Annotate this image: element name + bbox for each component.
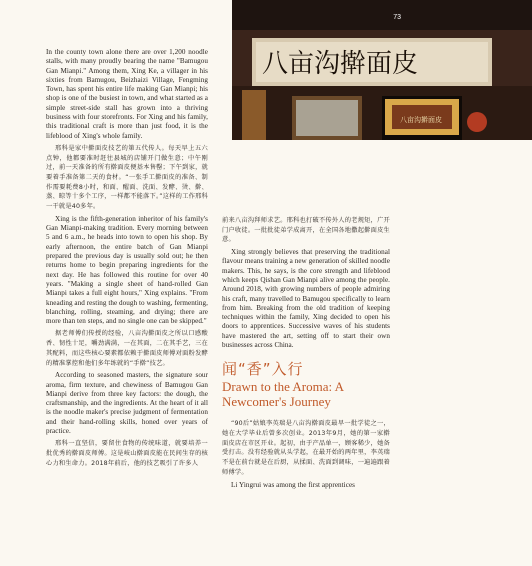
- section-heading-zh: 闻“香”入行: [222, 360, 304, 379]
- section-heading-en: Drawn to the Aroma: A Newcomer's Journey: [222, 379, 344, 410]
- paragraph-zh-2: 据老师傅们传授的经验，八亩沟擀面皮之所以口感酸香、韧性十足，嚼劲满满，一在其面，二在其手艺，三在其配料，而这些核心要素都依赖于擀面皮师傅对面粉发酵的精准掌控和他们多年练就的“手擀”技艺。: [46, 330, 208, 367]
- paragraph-zh-5: “90后”姑娘李英瑞是八亩沟擀面皮最早一批学徒之一，她在大学毕业后曾多次创业。2013年9月，她的第一家擀面皮店在市区开业。起初，由于产品单一，顾客稀少，她备受打击。没有经验就从头学起，在最开始的两年里，李英瑞不是在前台就是在后厨，从揉面、洗面到调味，一遍遍跟着师傅学。: [222, 420, 390, 476]
- paragraph-en-5: Li Yingrui was among the first apprentices: [231, 480, 355, 489]
- right-column: [222, 216, 390, 490]
- paragraph-zh-3: 邢科一直坚信，要留住食物的传统味道，就要培养一批优秀的擀面皮师傅。这是岐山擀面皮能在民间生存的核心力和生命力。2018年前后，他的技艺吸引了许多人: [46, 440, 208, 467]
- left-column: [46, 48, 208, 468]
- paragraph-en-2: Xing is the fifth-generation inheritor of his family's Gan Mianpi-making tradition. Every morning between 5 and 6 a.m., he heads into town to open his shop. By early afternoon, the entire batch of Gan Mianpi prepared the previous day is usually sold out; he then returns home to begin preparing ingredients for the next day. He has followed this routine for over 40 years. "Making a single sheet of hand-rolled Gan Mianpi takes a full eight hours," Xing explains. "From kneading and resting the dough to washing, fermenting, blanching, rolling, steaming, and drying; there are more than ten steps, and no single one can be skipped.": [46, 214, 208, 326]
- paragraph-en-1: In the county town alone there are over 1,200 noodle stalls, with many proudly bearing the name "Bamugou Gan Mianpi." Among them, Xing Ke, a villager in his sixties from Bamugou, Beizhaizi Village, Fengming Town, has spent his entire life making Gan Mianpi; his shop is one of the busiest in town, and what started as a simple street-side stall has grown into a thriving business with four storefronts. For Xing and his family, this traditional craft is more than just food, it is the lifeblood of Xing's whole family.: [46, 48, 208, 140]
- paragraph-en-4: Xing strongly believes that preserving the traditional flavour means training a new generation of skilled noodle makers. This, he says, is the core strength and lifeblood which keeps Qishan Gan Mianpi alive among the people. Around 2018, with growing numbers of people admiring his craft, many travelled to Bamugou specifically to learn from him. Breaking from the old tradition of keeping techniques within the family, Xing decided to open his doors to apprentices. Successive waves of his students have mastered the art, setting off to start their own businesses across China.: [222, 248, 390, 350]
- shop-sign-text: 八亩沟擀面皮: [262, 49, 419, 79]
- paragraph-zh-1: 邢科是家中擀面皮技艺的第五代传人。每天早上五六点钟，他都要准时赶往县城的店铺开门做生意；中午刚过，前一天准备的所有擀面皮便基本售罄；下午到家，就要着手准备第二天的食材。“一张手工擀面皮的准备、制作需要耗费8小时，和面、醒面、洗面、发酵、烫、擀、蒸、晾等十多个工序，一样都不能落下。”这样的工作邢科一干就是40多年。: [46, 144, 208, 211]
- paragraph-zh-4: 前来八亩沟拜师求艺。邢科也打破不传外人的老规矩，广开门户收徒。一批批徒弟学成离开，在全国各地撒起擀面皮生意。: [222, 217, 390, 244]
- page-number: 73: [393, 14, 401, 21]
- paragraph-en-3: According to seasoned masters, the signature sour aroma, firm texture, and chewiness of Bamugou Gan Mianpi derive from three key factors: the dough, the craftsmanship, and the ingredients. At the heart of it all is the noodle maker's precise judgment of fermentation and their hand-rolling skills, honed over years of practice.: [46, 371, 208, 436]
- shop-sub-sign: 八亩沟擀面皮: [400, 116, 442, 124]
- shop-photo: [232, 0, 532, 140]
